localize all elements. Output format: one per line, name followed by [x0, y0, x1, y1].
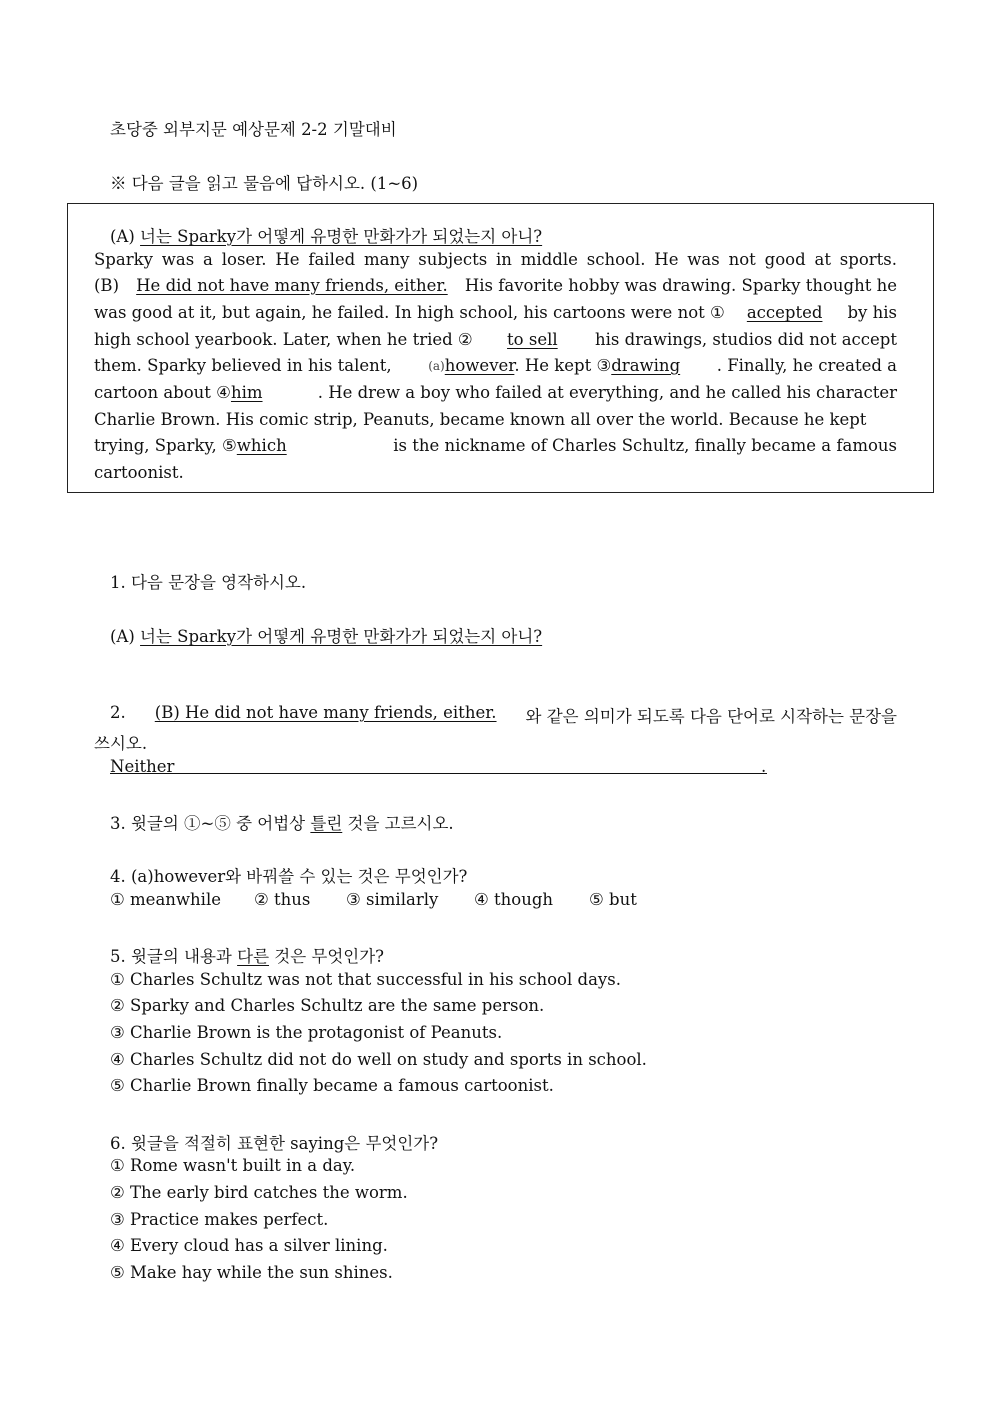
- passage-text: . Finally, he created a: [716, 356, 897, 375]
- q4-option-3[interactable]: ③ similarly: [346, 890, 439, 909]
- page-title: 초당중 외부지문 예상문제 2-2 기말대비: [110, 120, 397, 139]
- q2-number: 2.: [110, 703, 126, 722]
- passage-text: Charlie Brown. His comic strip, Peanuts, became known all over the world. Because he kept: [94, 410, 867, 429]
- q6-option-1[interactable]: ① Rome wasn't built in a day.: [110, 1156, 356, 1175]
- q1-a-label: (A): [110, 627, 135, 646]
- q4-option-1[interactable]: ① meanwhile: [110, 890, 221, 909]
- passage-line-2: [94, 276, 897, 295]
- passage-text: [94, 383, 263, 402]
- passage-line-1: [94, 250, 897, 269]
- q6-option-5[interactable]: ⑤ Make hay while the sun shines.: [110, 1263, 393, 1282]
- passage-text: His favorite hobby was drawing. Sparky thought he: [464, 276, 897, 295]
- passage-text-pre: cartoon about ④: [94, 383, 231, 402]
- passage-text: . He drew a boy who failed at everything, and he called his character: [317, 383, 897, 402]
- marked-word-4: him: [230, 383, 263, 402]
- question-6-prompt: 6. 윗글을 적절히 표현한 saying은 무엇인가?: [110, 1134, 439, 1153]
- q6-option-3[interactable]: ③ Practice makes perfect.: [110, 1210, 329, 1229]
- q2-start-word: Neither: [110, 757, 175, 776]
- q3-text: 3. 윗글의 ①~⑤ 중 어법상: [110, 814, 306, 833]
- passage-line-7: [94, 410, 897, 429]
- q2-underlined-sentence: (B) He did not have many friends, either.: [154, 703, 497, 722]
- q5-option-3[interactable]: ③ Charlie Brown is the protagonist of Peanuts.: [110, 1023, 503, 1042]
- q5-text: 것은 무엇인가?: [274, 947, 384, 966]
- q2-end-period: .: [761, 757, 767, 776]
- marked-word-1: accepted: [746, 303, 823, 322]
- mark-a-label: (a): [428, 359, 445, 373]
- marked-word-3: drawing: [611, 356, 681, 375]
- passage-line-a: [110, 223, 542, 247]
- q4-option-4[interactable]: ④ though: [474, 890, 554, 909]
- question-5-prompt: [110, 943, 384, 967]
- instruction-text: ※ 다음 글을 읽고 물음에 답하시오. (1~6): [110, 174, 419, 193]
- marked-word-2: to sell: [507, 330, 558, 349]
- q2-prompt-text: 와 같은 의미가 되도록 다음 단어로 시작하는 문장을: [525, 707, 897, 726]
- question-3-prompt: [110, 810, 454, 834]
- passage-text: cartoonist.: [94, 463, 184, 482]
- q3-underlined-word: 틀린: [310, 814, 343, 833]
- q3-text: 것을 고르시오.: [347, 814, 454, 833]
- q5-option-2[interactable]: ② Sparky and Charles Schultz are the same person.: [110, 996, 545, 1015]
- q1-a-text: 너는 Sparky가 어떻게 유명한 만화가가 되었는지 아니?: [140, 627, 543, 646]
- question-1-sentence: [110, 623, 542, 647]
- q5-option-5[interactable]: ⑤ Charlie Brown finally became a famous cartoonist.: [110, 1076, 554, 1095]
- passage-a-label: (A): [110, 227, 135, 246]
- passage-text: by his: [847, 303, 897, 322]
- question-4-prompt: 4. (a)however와 바꿔쓸 수 있는 것은 무엇인가?: [110, 867, 468, 886]
- passage-text-pre: trying, Sparky, ⑤: [94, 436, 237, 455]
- passage-line-6: [94, 383, 897, 402]
- q5-option-1[interactable]: ① Charles Schultz was not that successful in his school days.: [110, 970, 621, 989]
- passage-line-3: [94, 303, 897, 322]
- passage-text: is the nickname of Charles Schultz, finally became a famous: [393, 436, 897, 455]
- q4-option-5[interactable]: ⑤ but: [589, 890, 637, 909]
- however-word: however: [444, 356, 515, 375]
- passage-text: was good at it, but again, he failed. In high school, his cartoons were not ①: [94, 303, 725, 322]
- passage-b-label: (B): [94, 276, 119, 295]
- q6-option-2[interactable]: ② The early bird catches the worm.: [110, 1183, 408, 1202]
- passage-line-9: [94, 463, 897, 482]
- marked-word-a: [428, 356, 680, 375]
- passage-text: [94, 436, 287, 455]
- passage-a-text: 너는 Sparky가 어떻게 유명한 만화가가 되었는지 아니?: [140, 227, 543, 246]
- passage-b-text: He did not have many friends, either.: [136, 276, 448, 295]
- passage-line-8: [94, 436, 897, 455]
- passage-text: Sparky was a loser. He failed many subjects in middle school. He was not good at sports.: [94, 250, 897, 269]
- answer-blank-line[interactable]: [110, 773, 767, 774]
- passage-line-4: [94, 330, 897, 349]
- q5-underlined-word: 다른: [237, 947, 270, 966]
- q2-prompt-continued: 쓰시오.: [94, 734, 148, 753]
- passage-line-5: [94, 356, 897, 375]
- passage-text: high school yearbook. Later, when he tried ②: [94, 330, 473, 349]
- marked-word-5: which: [236, 436, 287, 455]
- q5-option-4[interactable]: ④ Charles Schultz did not do well on study and sports in school.: [110, 1050, 647, 1069]
- q4-option-2[interactable]: ② thus: [254, 890, 311, 909]
- question-2-prompt: [110, 703, 897, 727]
- passage-text: his drawings, studios did not accept: [594, 330, 897, 349]
- passage-text: them. Sparky believed in his talent,: [94, 356, 392, 375]
- question-1-prompt: 1. 다음 문장을 영작하시오.: [110, 573, 307, 592]
- q5-text: 5. 윗글의 내용과: [110, 947, 232, 966]
- passage-text: . He kept ③: [514, 356, 612, 375]
- q6-option-4[interactable]: ④ Every cloud has a silver lining.: [110, 1236, 388, 1255]
